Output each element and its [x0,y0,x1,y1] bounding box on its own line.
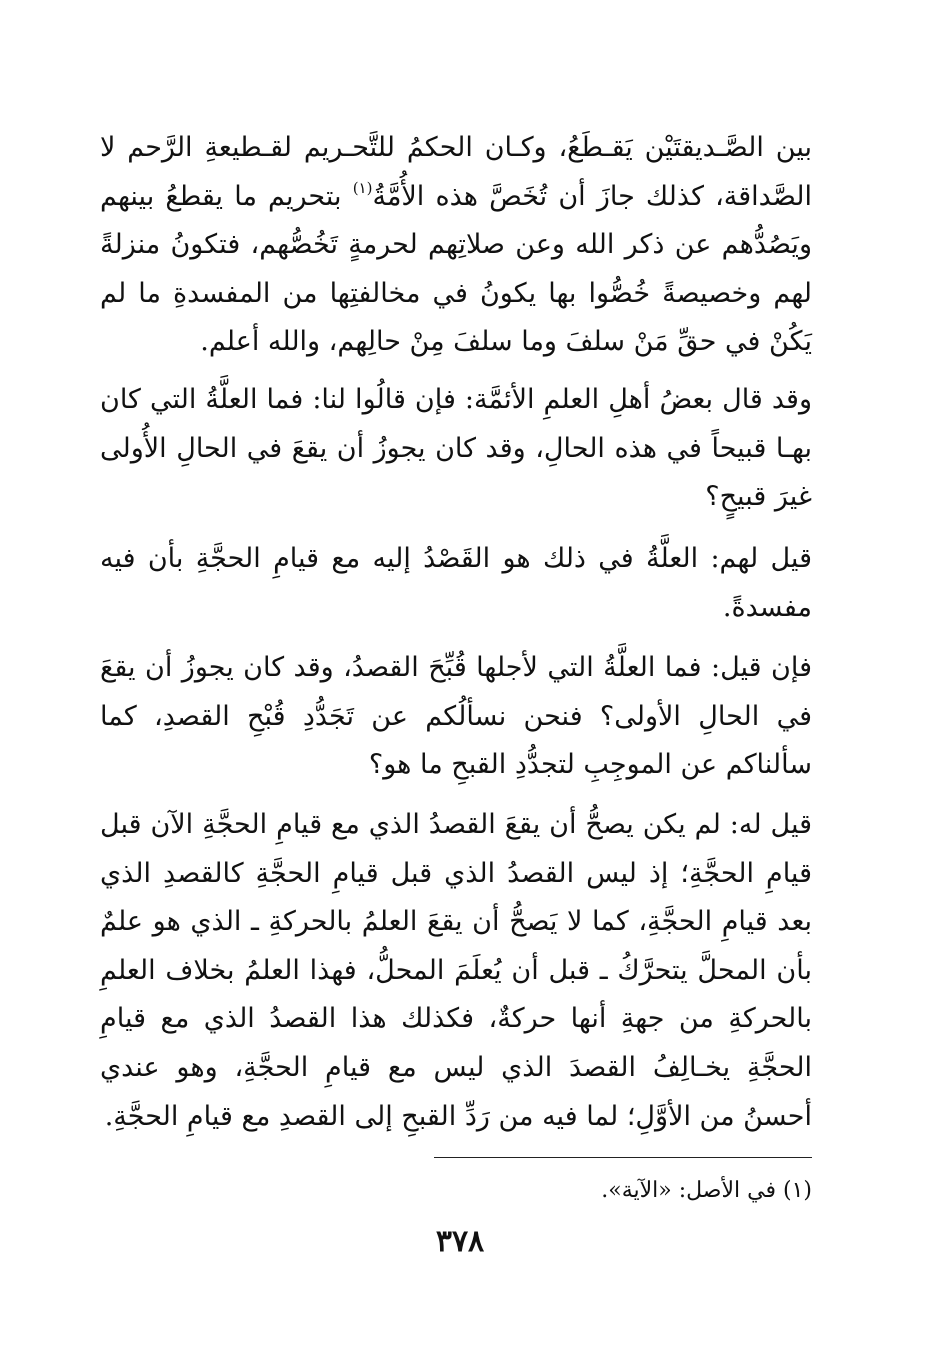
page-number: ٣٧٨ [435,1224,485,1259]
paragraph-1 [100,124,812,367]
paragraph-1-text-a: بين الصَّـديقتَيْن يَقـطَعُ، وكـان الحكمُ للتَّحـريم لقـطيعةِ الرَّحم لا الصَّداقة، كذلك جازَ أن تُخَصَّ هذه الأُمَّةُ [100,132,812,212]
footnote-divider [434,1157,812,1158]
paragraph-2: وقد قال بعضُ أهلِ العلمِ الأئمَّة: فإن قالُوا لنا: فما العلَّةُ التي كان بهـا قبيحاً في هذه الحالِ، وقد كان يجوزُ أن يقعَ في الحالِ الأُولى غيرَ قبيحٍ؟ [100,384,812,513]
footnote-text: (١) في الأصل: «الآية». [601,1178,812,1203]
footnote-reference: (١) [352,178,373,197]
paragraph-1-text-b: بتحريم ما يقطعُ بينهم ويَصُدُّهم عن ذكر الله وعن صلاتِهم لحرمةٍ تَخُصُّهم، فتكونُ منزلةً لهم وخصيصةً خُصُّوا بها يكونُ في مخالفتِها من المفسدةِ ما لم يَكُنْ في حقِّ مَنْ سلفَ وما سلفَ مِنْ حالِهم، والله أعلم. [100,180,812,358]
paragraph-4: فإن قيل: فما العلَّةُ التي لأجلها قُبِّحَ القصدُ، وقد كان يجوزُ أن يقعَ في الحالِ الأولى؟ فنحن نسألُكم عن تَجَدُّدِ قُبْحِ القصدِ، كما سألناكم عن الموجِبِ لتجدُّدِ القبحِ ما هو؟ [100,652,812,781]
paragraph-5: قيل له: لم يكن يصحُّ أن يقعَ القصدُ الذي مع قيامِ الحجَّةِ الآن قبل قيامِ الحجَّةِ؛ إذ ليس القصدُ الذي قبل قيامِ الحجَّةِ كالقصدِ الذي بعد قيامِ الحجَّةِ، كما لا يَصحُّ أن يقعَ العلمُ بالحركةِ ـ الذي هو علمٌ بأن المحلَّ يتحرَّكُ ـ قبل أن يُعلَمَ المحلُّ، فهذا العلمُ بخلاف العلمِ بالحركةِ من جهةِ أنها حركةٌ، فكذلك هذا القصدُ الذي مع قيامِ الحجَّةِ يخـالِفُ القصدَ الذي ليس مع قيامِ الحجَّةِ، وهو عندي أحسنُ من الأوَّلِ؛ لما فيه من رَدِّ القبحِ إلى القصدِ مع قيامِ الحجَّةِ. [100,809,812,1132]
paragraph-3: قيل لهم: العلَّةُ في ذلك هو القَصْدُ إليه مع قيامِ الحجَّةِ بأن فيه مفسدةً. [100,543,812,623]
